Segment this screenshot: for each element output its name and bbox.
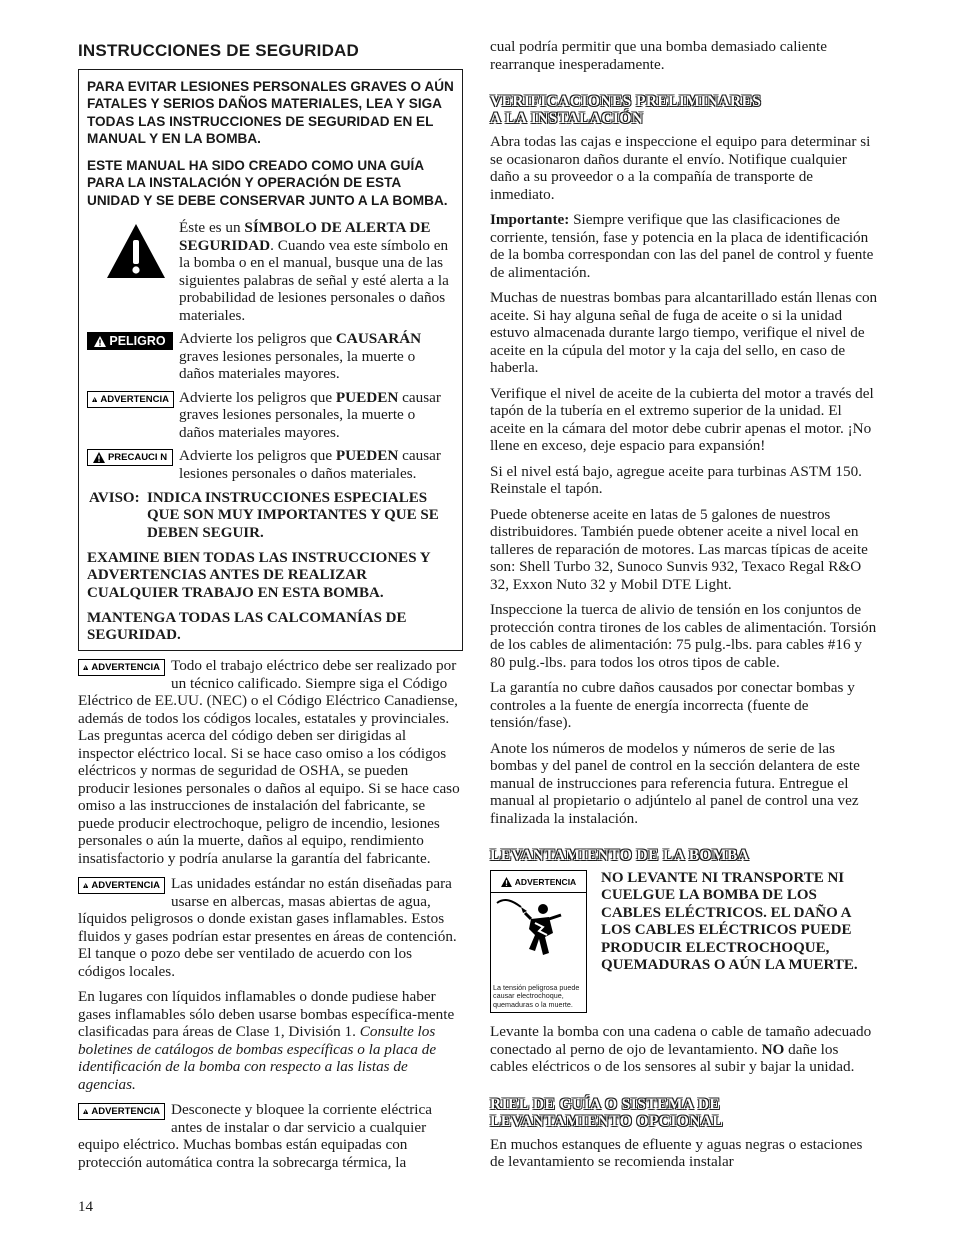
aviso-text: INDICA INSTRUCCIONES ESPECIALES QUE SON MUY IMPORTANTES Y QUE SE DEBEN SEGUIR.	[147, 490, 439, 541]
advertencia-signal: ADVERTENCIA	[78, 877, 165, 894]
warning-triangle-icon	[501, 877, 512, 887]
warning-triangle-icon	[93, 452, 105, 463]
alert-symbol-text: Éste es un SÍMBOLO DE ALERTA DE SEGURIDAD. Cuando vea este símbolo en la bomba o en el manual, busque una de las siguientes palabras de señal y esté alerta a la probabilidad de lesiones personales o daños materiales.	[179, 219, 449, 324]
lifting-warning-text: NO LEVANTE NI TRANSPORTE NI CUELGUE LA BOMBA DE LOS CABLES ELÉCTRICOS. EL DAÑO A LOS CABLES ELÉCTRICOS PUEDE PRODUCIR ELECTROCHOQUE, QUEMADURAS O AÚN LA MUERTE.	[601, 870, 858, 974]
precaucion-text: Advierte los peligros que PUEDEN causar lesiones personales o daños materiales.	[179, 447, 441, 482]
examine-note: EXAMINE BIEN TODAS LAS INSTRUCCIONES Y ADVERTENCIAS ANTES DE REALIZAR CUALQUIER TRABAJO EN ESTA BOMBA.	[87, 549, 431, 601]
page-number: 14	[78, 1199, 93, 1215]
warranty-paragraph: La garantía no cubre daños causados por conectar bombas y controles a la fuente de energía incorrecta (fuente de tensión/fase).	[490, 679, 855, 731]
important-paragraph: Importante: Siempre verifique que las clasificaciones de corriente, tensión, fase y potencia en la placa de identificación de la bomba correspondan con las del panel de control y fuente de alimentación.	[490, 211, 874, 281]
warning-triangle-icon	[92, 394, 97, 405]
electrocution-icon	[491, 893, 586, 975]
advertencia-signal: ADVERTENCIA	[87, 391, 174, 408]
disconnect-power-warning: ADVERTENCIA Desconecte y bloquee la corriente eléctrica antes de instalar o dar servicio a cualquier equipo eléctrico. Muchas bombas están equipadas con protección automática contra la sobrecarga térmica, la	[78, 1101, 432, 1171]
guide-rail-heading: RIEL DE GUÍA O SISTEMA DE LEVANTAMIENTO OPCIONAL	[490, 1095, 724, 1130]
electrical-work-warning: ADVERTENCIA Todo el trabajo eléctrico debe ser realizado por un técnico calificado. Siempre siga el Código Eléctrico de EE.UU. (NEC) o el Código Eléctrico Canadiense, además de todos los códigos locales, estatales y provinciales. Las preguntas acerca del código deben ser dirigidas al inspector eléctrico local. Si se hace caso omiso a los códigos eléctricos y normas de seguridad de OSHA, se pueden producir lesiones personales o daños al equipo. Si se hace caso omiso a las instrucciones de instalación del fabricante, se puede producir electrochoque, peligro de incendio, lesiones personales o aún la muerte, daños al equipo, rendimiento insatisfactorio y podría anularse la garantía del fabricante.	[78, 657, 460, 867]
alert-symbol-row	[87, 219, 454, 324]
peligro-text: Advierte los peligros que CAUSARÁN graves lesiones personales, la muerte o daños materiales mayores.	[179, 330, 422, 383]
guide-rail-paragraph: En muchos estanques de efluente y aguas negras o estaciones de levantamiento se recomienda instalar	[490, 1135, 863, 1170]
peligro-signal: PELIGRO	[87, 332, 173, 350]
low-level-paragraph: Si el nivel está bajo, agregue aceite para turbinas ASTM 150. Reinstale el tapón.	[490, 462, 862, 497]
decal-caption: La tensión peligrosa puede causar electrochoque, quemaduras o la muerte.	[493, 982, 580, 1009]
peligro-row	[87, 330, 454, 383]
aviso-label: AVISO:	[89, 490, 140, 507]
flammable-liquids-paragraph: En lugares con líquidos inflamables o donde pudiese haber gases inflamables sólo deben usarse bombas específica-mente clasificadas para áreas de Clase 1, División 1. Consulte los boletines de catálogos de bombas específicas o la placa de identificación de la bomba con respecto a las listas de agencias.	[78, 988, 455, 1093]
advertencia-signal: ADVERTENCIA	[78, 1103, 165, 1120]
manual-note: ESTE MANUAL HA SIDO CREADO COMO UNA GUÍA PARA LA INSTALACIÓN Y OPERACIÓN DE ESTA UNIDAD Y SE DEBE CONSERVAR JUNTO A LA BOMBA.	[87, 158, 448, 208]
lifting-instructions: Levante la bomba con una cadena o cable de tamaño adecuado conectado al perno de ojo de levantamiento. NO dañe los cables eléctricos o de los sensores al subir y bajar la unidad.	[490, 1023, 872, 1075]
warning-triangle-icon	[94, 336, 106, 347]
advertencia-signal: ADVERTENCIA	[497, 875, 580, 889]
advertencia-signal: ADVERTENCIA	[78, 659, 165, 676]
precaucion-row	[87, 447, 454, 482]
oil-filled-paragraph: Muchas de nuestras bombas para alcantarillado están llenas con aceite. Si hay alguna señal de fuga de aceite o si la unidad estuvo almacenada durante largo tiempo, verifique el nivel de aceite en la cúpula del motor y la caja del sello, en caso de haberla.	[490, 289, 878, 376]
inspect-paragraph: Abra todas las cajas e inspeccione el equipo para determinar si se ocasionaron daños durante el envío. Notifique cualquier daño a su proveedor o a la compañía de transporte de inmediato.	[490, 133, 871, 203]
continued-text: cual podría permitir que una bomba demasiado caliente rearranque inesperadamente.	[490, 38, 827, 73]
warning-triangle-icon	[83, 1106, 88, 1117]
oil-brands-paragraph: Puede obtenerse aceite en latas de 5 galones de nuestros distribuidores. También puede obtener aceite a nivel local en talleres de reparación de motores. Las marcas típicas de aceite son: Shell Turbo 32, Sunoco Sunvis 932, Texaco Regal R&O 32, Exxon Nuto 32 y Mobil DTE Light.	[490, 505, 868, 593]
oil-level-paragraph: Verifique el nivel de aceite de la cubierta del motor a través del tapón de la tubería en el extremo superior de la unidad. El aceite en la cámara del motor debe cubrir apenas el motor. ¡No llene en exceso, deje espacio para expansión!	[490, 384, 874, 454]
safety-box	[78, 69, 463, 651]
advertencia-text: Advierte los peligros que PUEDEN causar graves lesiones personales, la muerte o daños materiales mayores.	[179, 388, 441, 441]
safety-intro: PARA EVITAR LESIONES PERSONALES GRAVES O AÚN FATALES Y SERIOS DAÑOS MATERIALES, LEA Y SIGA TODAS LAS INSTRUCCIONES DE SEGURIDAD EN EL MANUAL Y EN LA BOMBA.	[87, 79, 454, 146]
lifting-heading: LEVANTAMIENTO DE LA BOMBA	[490, 847, 750, 864]
strain-relief-paragraph: Inspeccione la tuerca de alivio de tensión en los conjuntos de protección contra tirones de los cables de alimentación. Torsión de los cables de alimentación: 75 pulg.-lbs. para cables #16 y 80 pulg.-lbs. para todos los otros tipos de cable.	[490, 601, 877, 671]
warning-triangle-icon	[83, 880, 88, 891]
preinstallation-heading: VERIFICACIONES PRELIMINARES A LA INSTALACIÓN	[490, 93, 762, 127]
decals-note: MANTENGA TODAS LAS CALCOMANÍAS DE SEGURIDAD.	[87, 609, 407, 644]
electrical-hazard-decal	[490, 870, 587, 1013]
standard-units-warning: ADVERTENCIA Las unidades estándar no están diseñadas para usarse en albercas, masas abiertas de agua, líquidos peligrosos o donde existan gases inflamables. Estos fluidos y gases podrían estar presentes en áreas de contención. El tanque o pozo debe ser ventilado de acuerdo con los códigos locales.	[78, 875, 457, 980]
record-numbers-paragraph: Anote los números de modelos y números de serie de las bombas y del panel de control en la sección delantera de este manual de instrucciones para referencia futura. Entregue el manual al propietario o adjúntelo al panel de control una vez finalizada la instalación.	[490, 739, 860, 827]
warning-triangle-icon	[83, 662, 88, 673]
precaucion-signal: PRECAUCI N	[87, 449, 173, 466]
safety-alert-icon	[105, 222, 167, 280]
advertencia-row	[87, 389, 454, 442]
aviso-note	[87, 490, 454, 542]
right-column	[490, 38, 878, 1179]
left-column	[78, 38, 463, 1179]
section-title: INSTRUCCIONES DE SEGURIDAD	[78, 41, 360, 60]
lifting-warning	[490, 870, 878, 1013]
